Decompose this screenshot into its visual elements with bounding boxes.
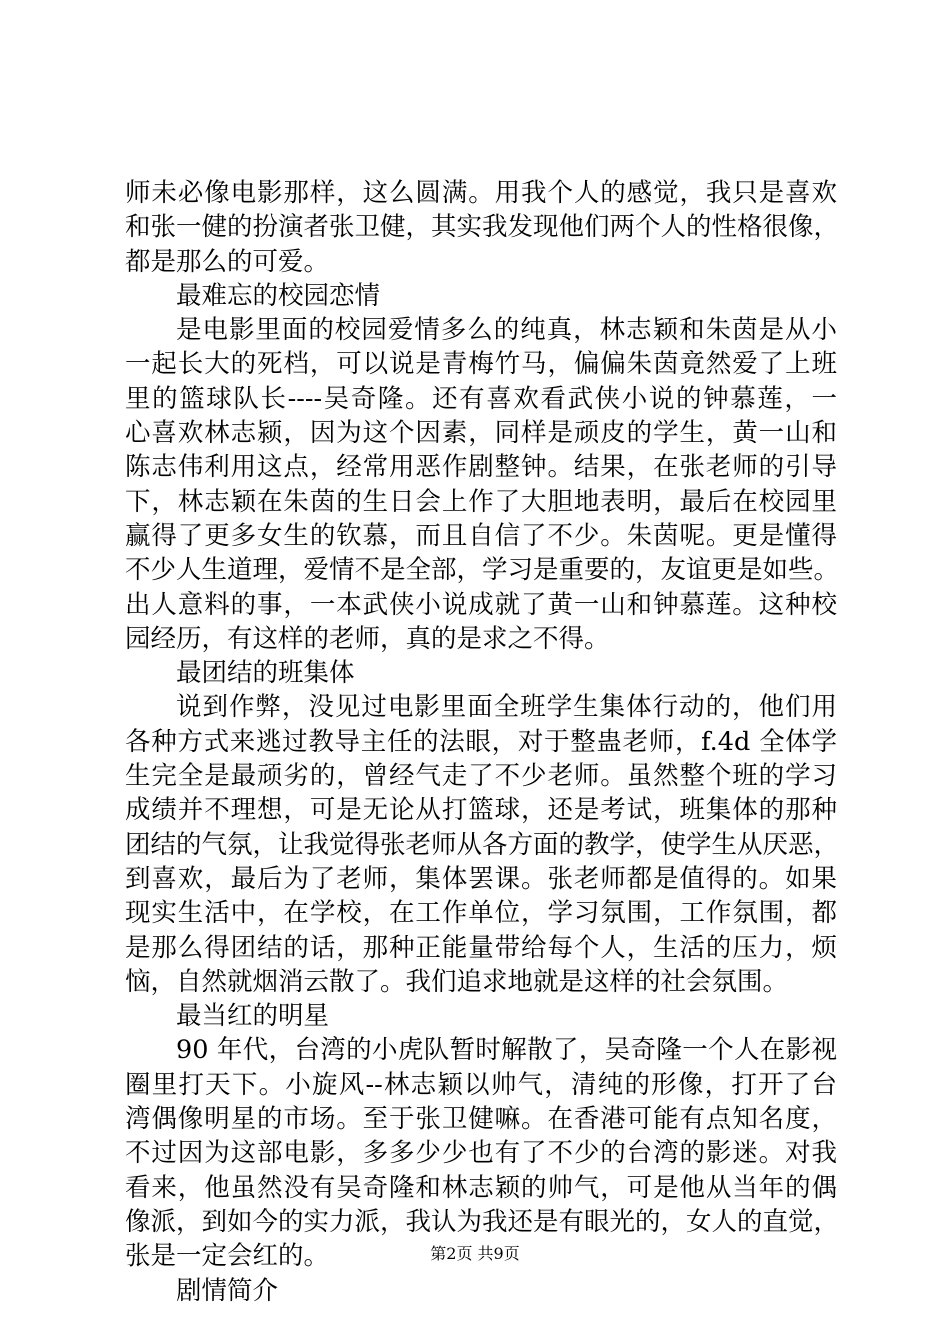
- text-line: 心喜欢林志颍，因为这个因素，同样是顽皮的学生，黄一山和: [125, 418, 837, 449]
- text-line: 团结的气氛，让我觉得张老师从各方面的教学，使学生从厌恶，: [125, 829, 840, 860]
- section-heading: 最难忘的校园恋情: [176, 280, 381, 311]
- text-line: 里的篮球队长----吴奇隆。还有喜欢看武侠小说的钟慕莲，一: [125, 383, 837, 414]
- text-line: 园经历，有这样的老师，真的是求之不得。: [125, 623, 610, 654]
- section-heading: 最当红的明星: [176, 1001, 330, 1032]
- text-line: 出人意料的事，一本武侠小说成就了黄一山和钟慕莲。这种校: [125, 589, 837, 620]
- text-line: 赢得了更多女生的钦慕，而且自信了不少。朱茵呢。更是懂得: [125, 520, 837, 551]
- text-line: 恼，自然就烟消云散了。我们追求地就是这样的社会氛围。: [125, 966, 789, 997]
- text-line: 90 年代，台湾的小虎队暂时解散了，吴奇隆一个人在影视: [176, 1035, 837, 1066]
- text-line: 不少人生道理，爱情不是全部，学习是重要的，友谊更是如些。: [125, 555, 840, 586]
- text-line: 各种方式来逃过教导主任的法眼，对于整蛊老师，f.4d 全体学: [125, 726, 837, 757]
- text-line: 看来，他虽然没有吴奇隆和林志颖的帅气，可是他从当年的偶: [125, 1172, 837, 1203]
- text-line: 像派，到如今的实力派，我认为我还是有眼光的，女人的直觉，: [125, 1206, 840, 1237]
- text-line: 不过因为这部电影，多多少少也有了不少的台湾的影迷。对我: [125, 1138, 837, 1169]
- text-line: 下，林志颖在朱茵的生日会上作了大胆地表明，最后在校园里: [125, 486, 837, 517]
- text-line: 和张一健的扮演者张卫健，其实我发现他们两个人的性格很像，: [125, 212, 840, 243]
- text-line: 一起长大的死档，可以说是青梅竹马，偏偏朱茵竟然爱了上班: [125, 349, 837, 380]
- text-line: 是那么得团结的话，那种正能量带给每个人，生活的压力，烦: [125, 932, 837, 963]
- section-heading: 最团结的班集体: [176, 658, 355, 689]
- text-line: 张是一定会红的。: [125, 1241, 330, 1272]
- page-footer: 第2页 共9页: [430, 1244, 520, 1263]
- text-line: 说到作弊，没见过电影里面全班学生集体行动的，他们用: [176, 692, 837, 723]
- text-line: 师未必像电影那样，这么圆满。用我个人的感觉，我只是喜欢: [125, 178, 837, 208]
- text-line: 现实生活中，在学校，在工作单位，学习氛围，工作氛围，都: [125, 898, 837, 929]
- text-line: 成绩并不理想，可是无论从打篮球，还是考试，班集体的那种: [125, 795, 837, 826]
- text-line: 到喜欢，最后为了老师，集体罢课。张老师都是值得的。如果: [125, 863, 837, 894]
- text-line: 陈志伟利用这点，经常用恶作剧整钟。结果，在张老师的引导: [125, 452, 837, 483]
- section-heading: 剧情简介: [176, 1275, 279, 1306]
- text-line: 湾偶像明星的市场。至于张卫健嘛。在香港可能有点知名度，: [125, 1104, 837, 1135]
- document-body: [125, 176, 840, 1308]
- text-line: 是电影里面的校园爱情多么的纯真，林志颖和朱茵是从小: [176, 315, 837, 346]
- text-line: 圈里打天下。小旋风--林志颖以帅气，清纯的形像，打开了台: [125, 1069, 837, 1100]
- text-line: 生完全是最顽劣的，曾经气走了不少老师。虽然整个班的学习: [125, 761, 837, 792]
- text-line: 都是那么的可爱。: [125, 246, 330, 277]
